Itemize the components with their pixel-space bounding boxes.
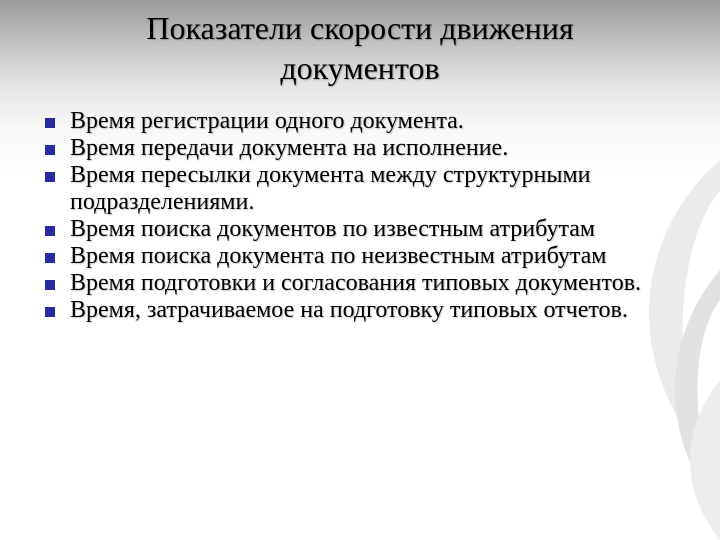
bullet-text: Время подготовки и согласования типовых документов.	[70, 270, 642, 296]
square-bullet-icon	[45, 172, 55, 182]
square-bullet-icon	[45, 253, 55, 263]
title-line-1: Показатели скорости движения	[146, 10, 574, 46]
bullet-item	[45, 135, 695, 162]
bullet-item	[45, 243, 695, 270]
square-bullet-icon	[45, 145, 55, 155]
bullet-item	[45, 108, 695, 135]
bullet-text: Время регистрации одного документа.	[70, 108, 464, 134]
bullet-list	[45, 108, 695, 324]
bullet-text: Время передачи документа на исполнение.	[70, 135, 509, 161]
bullet-item	[45, 297, 695, 324]
square-bullet-icon	[45, 118, 55, 128]
bullet-item	[45, 216, 695, 243]
square-bullet-icon	[45, 226, 55, 236]
title-line-2: документов	[280, 50, 440, 86]
bullet-text: Время, затрачиваемое на подготовку типовых отчетов.	[70, 297, 628, 323]
square-bullet-icon	[45, 280, 55, 290]
bullet-item	[45, 270, 695, 297]
bullet-text: Время поиска документов по известным атрибутам	[70, 216, 596, 242]
bullet-item	[45, 162, 695, 216]
slide-title	[40, 8, 680, 88]
bullet-text: Время поиска документа по неизвестным атрибутам	[70, 243, 607, 269]
bullet-text: Время пересылки документа между структурными подразделениями.	[70, 162, 591, 215]
square-bullet-icon	[45, 307, 55, 317]
